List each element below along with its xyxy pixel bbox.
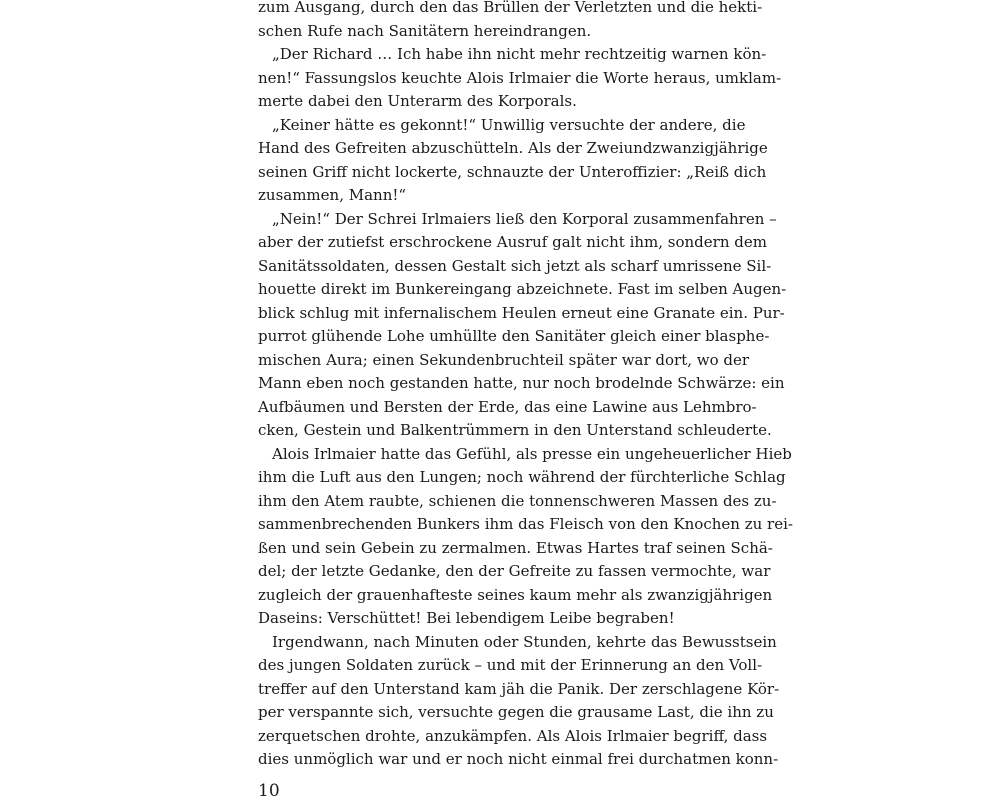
page-number: 10: [258, 781, 280, 801]
text-line: purrot glühende Lohe umhüllte den Sanitäter gleich einer blasphe-: [258, 327, 770, 345]
text-line: sammenbrechenden Bunkers ihm das Fleisch von den Knochen zu rei-: [258, 515, 793, 533]
text-line: Sanitätssoldaten, dessen Gestalt sich jetzt als scharf umrissene Sil-: [258, 256, 772, 275]
text-line: Aufbäumen und Bersten der Erde, das eine Lawine aus Lehmbro-: [258, 397, 757, 416]
text-line: Hand des Gefreiten abzuschütteln. Als der Zweiundzwanzigjährige: [258, 139, 768, 157]
book-page: [258, 0, 793, 801]
text-line: Mann eben noch gestanden hatte, nur noch brodelnde Schwärze: ein: [258, 374, 785, 392]
text-line: ihm den Atem raubte, schienen die tonnenschweren Massen des zu-: [258, 491, 777, 510]
text-line: del; der letzte Gedanke, den der Gefreite zu fassen vermochte, war: [258, 562, 771, 580]
paragraph: [258, 43, 782, 114]
text-line: cken, Gestein und Balkentrümmern in den Unterstand schleuderte.: [258, 421, 772, 439]
text-line: schen Rufe nach Sanitätern hereindrangen.: [258, 21, 592, 40]
body-text: [258, 0, 793, 772]
text-line: dies unmöglich war und er noch nicht einmal frei durchatmen konn-: [258, 750, 779, 768]
paragraph: [258, 114, 768, 208]
text-line: „Keiner hätte es gekonnt!“ Unwillig versuchte der andere, die: [272, 115, 746, 134]
text-line: Daseins: Verschüttet! Bei lebendigem Leibe begraben!: [258, 609, 675, 627]
text-line: zum Ausgang, durch den das Brüllen der Verletzten und die hekti-: [258, 0, 763, 16]
text-line: zerquetschen drohte, anzukämpfen. Als Alois Irlmaier begriff, dass: [258, 726, 768, 745]
paragraph: [258, 208, 787, 443]
text-line: Alois Irlmaier hatte das Gefühl, als presse ein ungeheuerlicher Hieb: [272, 444, 792, 463]
text-line: merte dabei den Unterarm des Korporals.: [258, 92, 577, 110]
paragraph: [258, 443, 793, 631]
text-line: Irgendwann, nach Minuten oder Stunden, kehrte das Bewusstsein: [272, 632, 777, 651]
text-line: zusammen, Mann!“: [258, 186, 407, 204]
text-line: „Der Richard … Ich habe ihn nicht mehr rechtzeitig warnen kön-: [272, 45, 767, 63]
paragraph: [258, 0, 763, 43]
text-line: houette direkt im Bunkereingang abzeichnete. Fast im selben Augen-: [258, 280, 787, 298]
text-line: seinen Griff nicht lockerte, schnauzte der Unteroffizier: „Reiß dich: [258, 162, 767, 181]
text-line: treffer auf den Unterstand kam jäh die Panik. Der zerschlagene Kör-: [258, 679, 780, 698]
text-line: nen!“ Fassungslos keuchte Alois Irlmaier die Worte heraus, umklam-: [258, 68, 782, 87]
text-line: zugleich der grauenhafteste seines kaum mehr als zwanzigjährigen: [258, 585, 773, 604]
text-line: des jungen Soldaten zurück – und mit der Erinnerung an den Voll-: [258, 656, 763, 674]
paragraph: [258, 631, 780, 772]
text-line: mischen Aura; einen Sekundenbruchteil später war dort, wo der: [258, 350, 750, 369]
text-line: ßen und sein Gebein zu zermalmen. Etwas Hartes traf seinen Schä-: [258, 538, 773, 557]
text-line: „Nein!“ Der Schrei Irlmaiers ließ den Korporal zusammenfahren –: [272, 209, 777, 228]
text-line: ihm die Luft aus den Lungen; noch während der fürchterliche Schlag: [258, 468, 786, 486]
text-line: blick schlug mit infernalischem Heulen erneut eine Granate ein. Pur-: [258, 303, 785, 322]
text-line: per verspannte sich, versuchte gegen die grausame Last, die ihn zu: [258, 703, 774, 721]
text-line: aber der zutiefst erschrockene Ausruf galt nicht ihm, sondern dem: [258, 233, 767, 251]
